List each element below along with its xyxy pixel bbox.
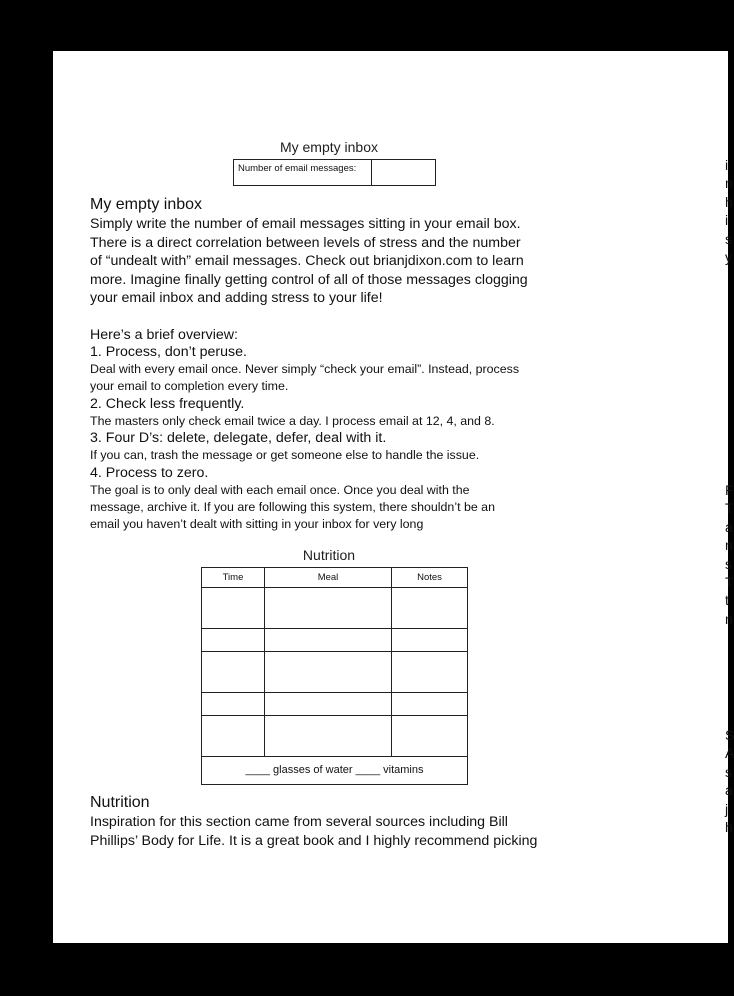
table-row xyxy=(202,588,467,629)
step-line: If you can, trash the message or get someone else to handle the issue. xyxy=(90,448,480,463)
edge-char: j xyxy=(725,800,729,817)
step-title: 3. Four D’s: delete, delegate, defer, deal with it. xyxy=(90,430,387,447)
edge-char: a xyxy=(725,782,733,799)
time-cell[interactable] xyxy=(202,629,265,651)
inbox-paragraph-line: Simply write the number of email messages sitting in your email box. xyxy=(90,216,521,232)
notes-cell[interactable] xyxy=(392,629,467,651)
edge-char: T xyxy=(725,574,734,591)
next-page-edge-text xyxy=(725,726,734,836)
time-cell[interactable] xyxy=(202,652,265,692)
nutrition-table-header xyxy=(202,568,467,588)
nutrition-heading: Nutrition xyxy=(90,794,150,811)
edge-char: t xyxy=(725,592,729,609)
table-row xyxy=(202,693,467,716)
step-line: Deal with every email once. Never simply “check your email”. Instead, process xyxy=(90,362,520,376)
edge-char: F xyxy=(725,482,734,498)
step-line: The goal is to only deal with each email once. Once you deal with the xyxy=(90,482,470,497)
meal-cell[interactable] xyxy=(265,716,392,756)
next-page-edge-text xyxy=(725,481,734,628)
column-header-meal: Meal xyxy=(265,568,392,587)
notes-cell[interactable] xyxy=(392,652,467,692)
edge-char: s xyxy=(725,555,732,572)
step-line: The masters only check email twice a day. I process email at 12, 4, and 8. xyxy=(90,413,495,428)
step-title: 2. Check less frequently. xyxy=(90,395,245,412)
column-header-time: Time xyxy=(202,568,265,587)
notes-cell[interactable] xyxy=(392,693,467,715)
edge-char: a xyxy=(725,518,733,535)
edge-char: S xyxy=(725,727,734,743)
inbox-paragraph-line: of “undealt with” email messages. Check out brianjdixon.com to learn xyxy=(90,253,524,270)
edge-char: s xyxy=(725,230,732,247)
water-vitamins-line: ____ glasses of water ____ vitamins xyxy=(245,764,424,776)
table-row xyxy=(202,716,467,757)
step-title: 4. Process to zero. xyxy=(90,464,209,481)
edge-char: i xyxy=(725,212,729,229)
inbox-widget-title: My empty inbox xyxy=(279,139,379,155)
edge-char: n xyxy=(725,610,733,627)
inbox-paragraph xyxy=(90,215,528,308)
edge-char: n xyxy=(725,175,733,192)
edge-char: T xyxy=(725,500,734,517)
edge-char: y xyxy=(725,249,732,266)
edge-char: s xyxy=(725,763,732,780)
inbox-count-box xyxy=(233,159,436,186)
document-page xyxy=(53,51,734,943)
overview-intro: Here’s a brief overview: xyxy=(90,327,238,343)
inbox-count-field[interactable] xyxy=(372,160,435,185)
time-cell[interactable] xyxy=(202,716,265,756)
inbox-paragraph-line: There is a direct correlation between levels of stress and the number xyxy=(90,234,521,251)
step-line: email you haven’t dealt with sitting in your inbox for very long xyxy=(90,517,424,532)
nutrition-paragraph-line: Inspiration for this section came from several sources including Bill xyxy=(90,814,508,830)
notes-cell[interactable] xyxy=(392,588,467,628)
edge-char: n xyxy=(725,537,733,554)
step-title: 1. Process, don’t peruse. xyxy=(90,344,247,360)
nutrition-paragraph-line: Phillips’ Body for Life. It is a great book and I highly recommend picking xyxy=(90,832,538,849)
table-row xyxy=(202,629,467,652)
edge-char: i xyxy=(725,157,729,173)
meal-cell[interactable] xyxy=(265,588,392,628)
overview-steps xyxy=(90,344,519,534)
step-line: your email to completion every time. xyxy=(90,379,289,394)
time-cell[interactable] xyxy=(202,588,265,628)
meal-cell[interactable] xyxy=(265,693,392,715)
column-header-notes: Notes xyxy=(417,572,442,583)
edge-char: h xyxy=(725,819,733,836)
nutrition-widget-title: Nutrition xyxy=(302,547,356,563)
inbox-count-label: Number of email messages: xyxy=(234,160,372,185)
nutrition-paragraph xyxy=(90,813,537,850)
inbox-heading: My empty inbox xyxy=(90,196,203,213)
notes-cell[interactable] xyxy=(392,716,467,756)
nutrition-table xyxy=(201,567,468,785)
edge-char: A xyxy=(725,745,734,762)
edge-char: h xyxy=(725,193,733,210)
meal-cell[interactable] xyxy=(265,629,392,651)
time-cell[interactable] xyxy=(202,693,265,715)
inbox-paragraph-line: your email inbox and adding stress to your life! xyxy=(90,290,383,307)
step-line: message, archive it. If you are following this system, there shouldn’t be an xyxy=(90,500,495,515)
meal-cell[interactable] xyxy=(265,652,392,692)
next-page-edge-text xyxy=(725,156,733,266)
inbox-paragraph-line: more. Imagine finally getting control of all of those messages clogging xyxy=(90,271,528,288)
table-row xyxy=(202,652,467,693)
